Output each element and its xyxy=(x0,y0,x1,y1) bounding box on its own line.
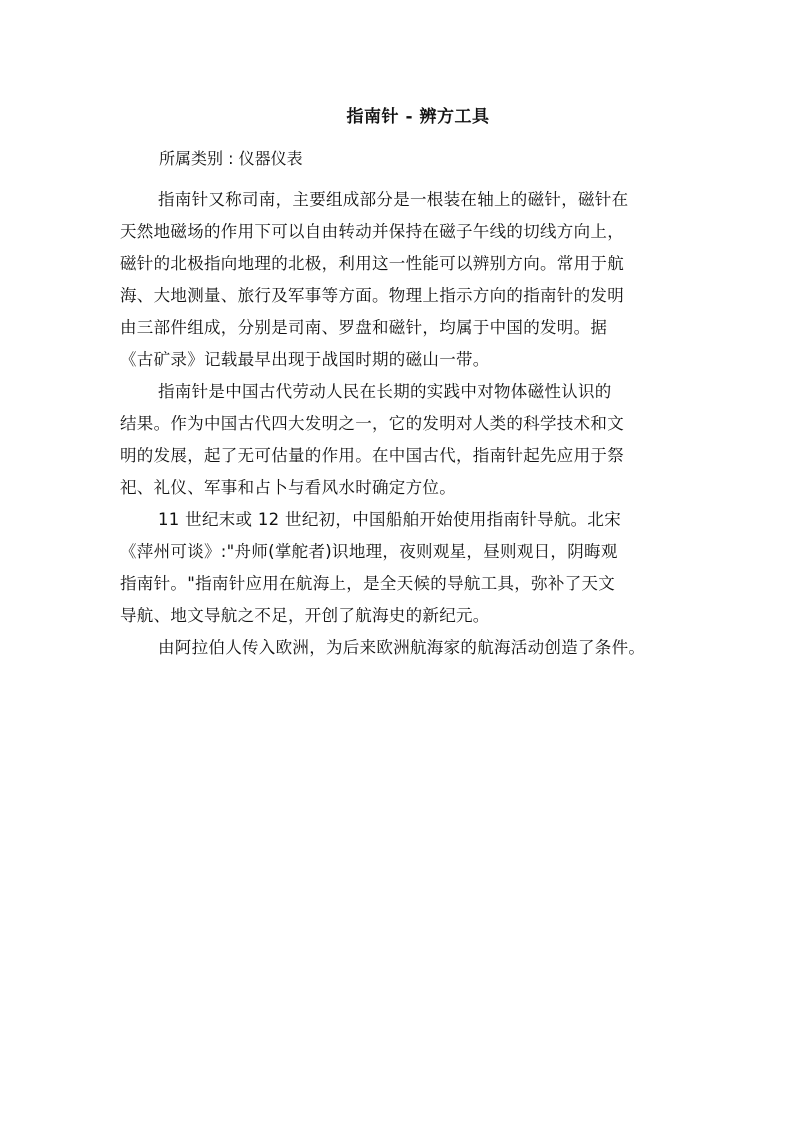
text-line: 祀、礼仪、军事和占卜与看风水时确定方位。 xyxy=(120,478,456,497)
text-line: 导航、地文导航之不足，开创了航海史的新纪元。 xyxy=(120,606,490,625)
text-line: 指南针又称司南，主要组成部分是一根装在轴上的磁针，磁针在 xyxy=(158,190,629,209)
text-line: 《萍州可谈》:"舟师(掌舵者)识地理，夜则观星，昼则观日，阴晦观 xyxy=(120,542,618,561)
paragraph xyxy=(120,184,680,376)
text-line: 指南针是中国古代劳动人民在长期的实践中对物体磁性认识的 xyxy=(158,382,612,401)
page-title: 指南针 - 辨方工具 xyxy=(346,107,490,127)
text-line: 《古矿录》记载最早出现于战国时期的磁山一带。 xyxy=(120,350,490,369)
text-line: 天然地磁场的作用下可以自由转动并保持在磁子午线的切线方向上， xyxy=(120,222,624,241)
text-line: 11 世纪末或 12 世纪初，中国船舶开始使用指南针导航。北宋 xyxy=(158,510,622,529)
document-body xyxy=(120,184,680,664)
text-line: 由阿拉伯人传入欧洲，为后来欧洲航海家的航海活动创造了条件。 xyxy=(158,638,646,657)
text-line: 指南针。"指南针应用在航海上，是全天候的导航工具，弥补了天文 xyxy=(120,574,616,593)
paragraph xyxy=(120,376,680,504)
text-line: 结果。作为中国古代四大发明之一，它的发明对人类的科学技术和文 xyxy=(120,414,624,433)
paragraph xyxy=(120,504,680,632)
paragraph xyxy=(120,632,680,664)
category-line: 所属类别 : 仪器仪表 xyxy=(159,149,303,168)
text-line: 海、大地测量、旅行及军事等方面。物理上指示方向的指南针的发明 xyxy=(120,286,624,305)
text-line: 明的发展，起了无可估量的作用。在中国古代，指南针起先应用于祭 xyxy=(120,446,624,465)
text-line: 磁针的北极指向地理的北极，利用这一性能可以辨别方向。常用于航 xyxy=(120,254,624,273)
text-line: 由三部件组成，分别是司南、罗盘和磁针，均属于中国的发明。据 xyxy=(120,318,608,337)
